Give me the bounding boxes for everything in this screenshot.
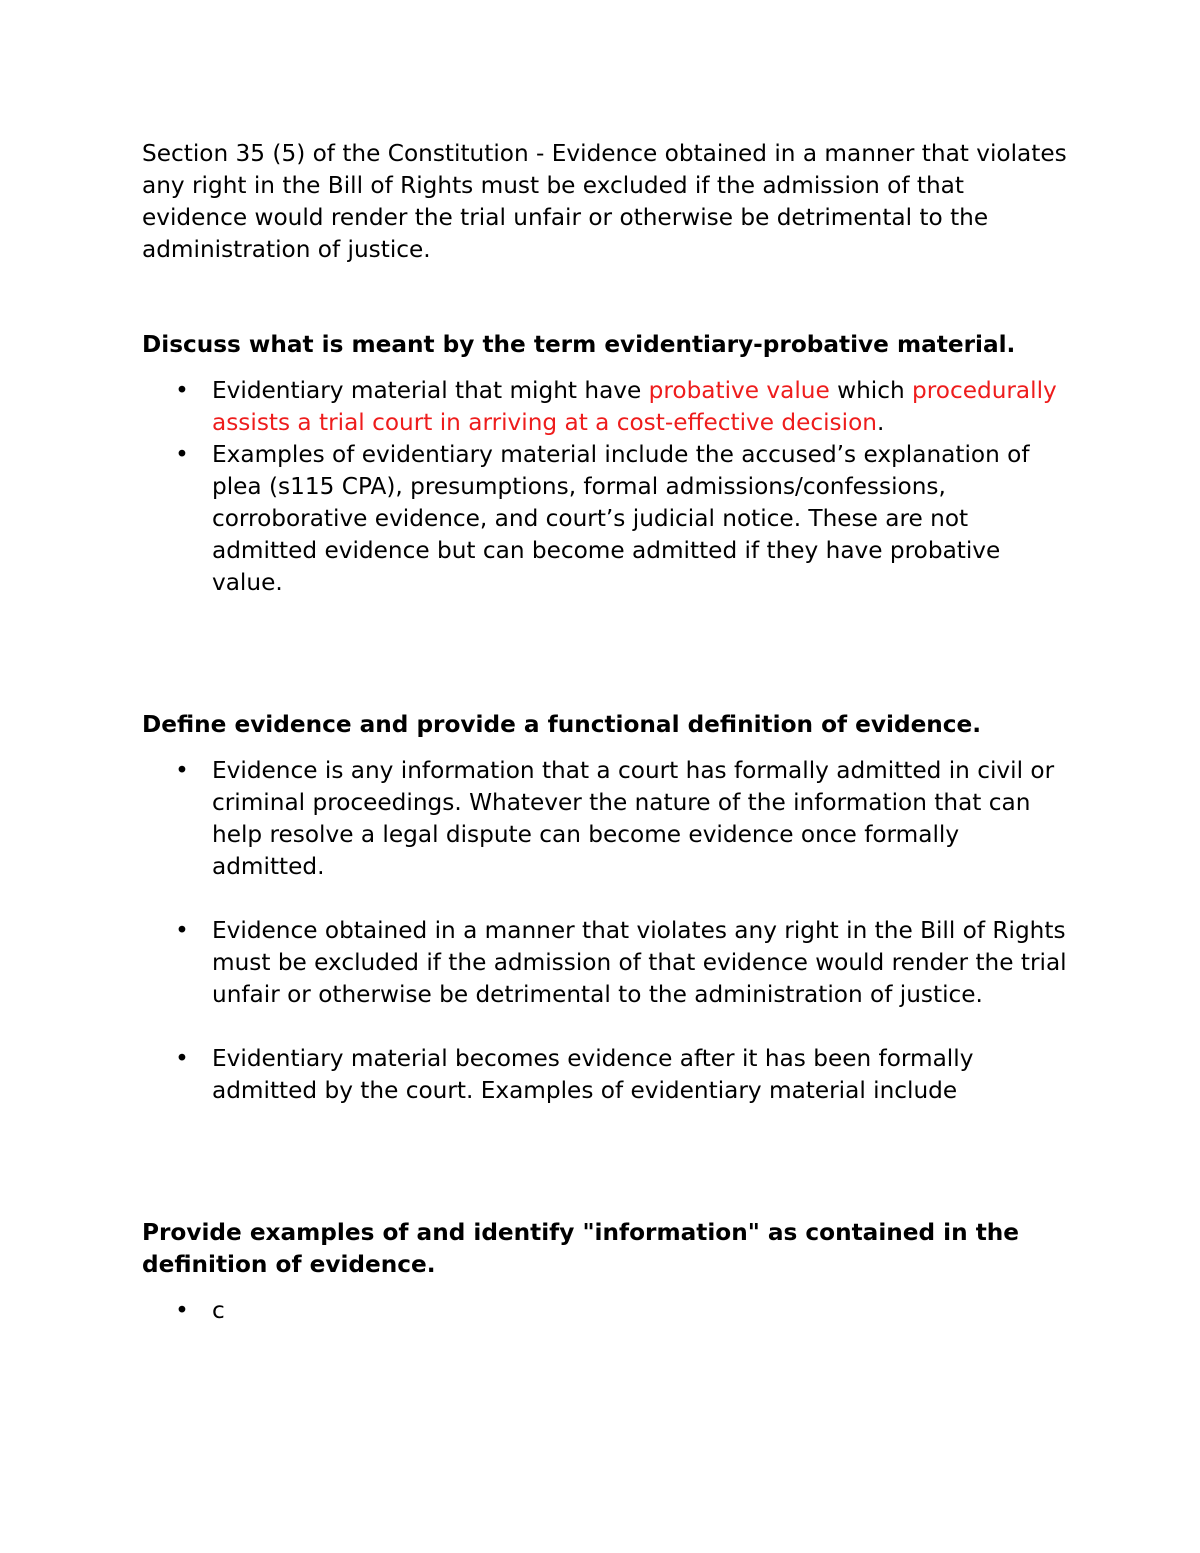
bullet-icon: • (175, 917, 189, 944)
bullet-icon: • (175, 1297, 189, 1324)
bullet-icon: • (175, 377, 189, 404)
list-item (142, 1295, 1072, 1327)
item-text: Evidentiary material that might have (212, 377, 649, 404)
item-text: Evidentiary material becomes evidence after it has been formally admitted by the court. Examples of evidentiary material include (212, 1045, 974, 1104)
highlight-text: procedurally assists a trial court in arriving at a cost-effective decision (212, 377, 1057, 436)
item-text: . (876, 409, 885, 436)
bullet-list-section3 (142, 1295, 1072, 1327)
bullet-list-section2 (142, 755, 1072, 1107)
list-item (142, 915, 1072, 1011)
question-information-examples: Provide examples of and identify "information" as contained in the definition of evidence. (142, 1219, 1020, 1278)
list-item (142, 755, 1072, 883)
intro-paragraph: Section 35 (5) of the Constitution - Evidence obtained in a manner that violates any right in the Bill of Rights must be excluded if the admission of that evidence would render the trial unfair or otherwise be detrimental to the administration of justice. (142, 140, 1067, 263)
bullet-icon: • (175, 757, 189, 784)
highlight-text: probative value (648, 377, 830, 404)
item-text: c (212, 1297, 225, 1324)
item-text: which (829, 377, 913, 404)
list-item (142, 439, 1072, 599)
question-define-evidence: Define evidence and provide a functional definition of evidence. (142, 711, 982, 738)
list-item (142, 375, 1072, 439)
item-text: Evidence is any information that a court has formally admitted in civil or criminal proceedings. Whatever the nature of the information that can help resolve a legal dispute can become evidence once formally admitted. (212, 757, 1055, 880)
bullet-icon: • (175, 441, 189, 468)
list-item (142, 1043, 1072, 1107)
document-page (142, 138, 1072, 1327)
item-text: Examples of evidentiary material include the accused’s explanation of plea (s115 CPA), presumptions, formal admissions/confessions, corroborative evidence, and court’s judicial notice. These are not admitted evidence but can become admitted if they have probative value. (212, 441, 1030, 596)
item-text: Evidence obtained in a manner that violates any right in the Bill of Rights must be excluded if the admission of that evidence would render the trial unfair or otherwise be detrimental to the administration of justice. (212, 917, 1067, 1008)
bullet-icon: • (175, 1045, 189, 1072)
bullet-list-section1 (142, 375, 1072, 599)
question-evidentiary-probative: Discuss what is meant by the term evidentiary-probative material. (142, 331, 1016, 358)
